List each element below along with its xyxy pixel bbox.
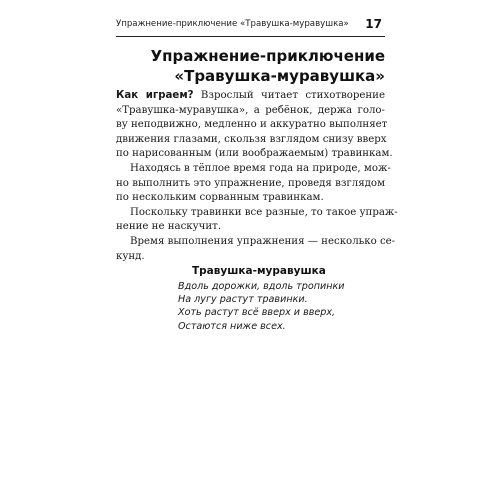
page-number: 17 bbox=[365, 17, 382, 31]
body-line: движения глазами, скользя взглядом снизу вверх bbox=[116, 133, 387, 145]
section-heading bbox=[116, 46, 385, 86]
body-line: Время выполнения упражнения — несколько се- bbox=[130, 235, 396, 247]
body-line: Поскольку травинки все разные, то такое упраж- bbox=[130, 206, 398, 218]
body-line bbox=[116, 89, 385, 104]
running-header bbox=[116, 16, 385, 37]
running-title: Упражнение-приключение «Травушка-муравушка» bbox=[116, 19, 349, 29]
section-heading-line-2: «Травушка-муравушка» bbox=[174, 67, 385, 85]
body-text bbox=[116, 89, 398, 264]
body-line: по нескольким сорванным травинкам. bbox=[116, 192, 324, 204]
poem-line: Хоть растут всё вверх и вверх, bbox=[178, 307, 336, 319]
lead-in-question: Как играем? bbox=[116, 90, 194, 101]
poem-line: Остаются ниже всех. bbox=[178, 320, 286, 332]
body-line: Находясь в тёплое время года на природе, мож- bbox=[130, 162, 391, 174]
body-line: нение не наскучит. bbox=[116, 221, 222, 233]
body-line: ву неподвижно, медленно и аккуратно выполняет bbox=[116, 119, 388, 131]
body-line: «Травушка-муравушка», а ребёнок, держа голо- bbox=[116, 104, 385, 116]
section-heading-line-1: Упражнение-приключение bbox=[150, 47, 385, 65]
body-line: по нарисованным (или воображаемым) травинкам. bbox=[116, 148, 393, 160]
body-line: кунд. bbox=[116, 250, 145, 262]
poem-title: Травушка-муравушка bbox=[192, 265, 326, 277]
poem-line: Вдоль дорожки, вдоль тропинки bbox=[178, 281, 345, 292]
poem bbox=[160, 264, 360, 333]
poem-lines bbox=[160, 280, 360, 333]
poem-line: На лугу растут травинки. bbox=[178, 294, 308, 306]
body-line-text: Взрослый читает стихотворение bbox=[193, 90, 385, 101]
body-line: но выполнить это упражнение, проведя взглядом bbox=[116, 177, 385, 189]
